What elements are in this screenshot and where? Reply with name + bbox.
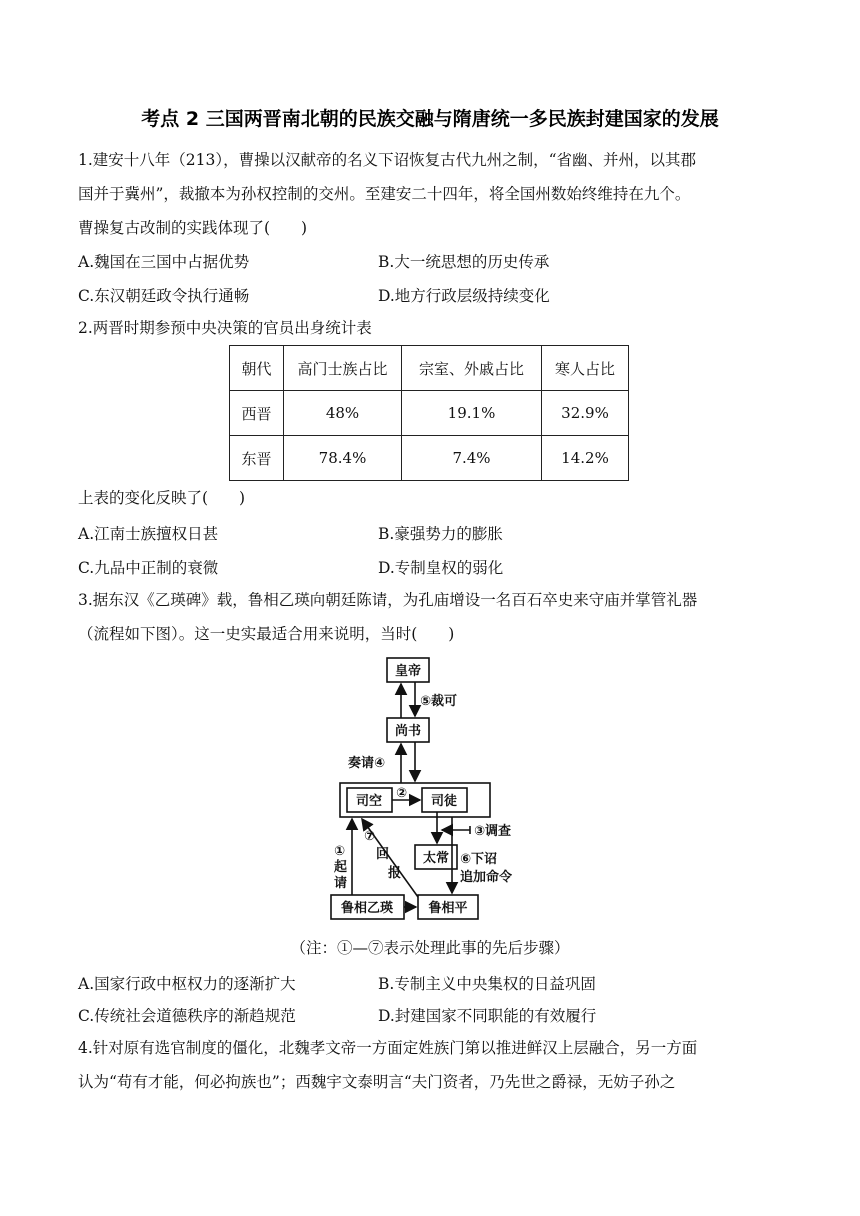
step7-char-b: 报 — [388, 866, 402, 881]
q1-line-3: 曹操复古改制的实践体现了( ) — [78, 219, 308, 237]
shangshu-label: 尚书 — [394, 724, 422, 739]
step2-label: ② — [396, 786, 408, 801]
step4-label: 奏请④ — [348, 756, 386, 771]
q3-option-b[interactable]: B.专制主义中央集权的日益巩固 — [378, 975, 596, 993]
table-cell: 48% — [284, 391, 402, 436]
q2-stem: 2.两晋时期参预中央决策的官员出身统计表 — [78, 319, 372, 337]
table-header: 寒人占比 — [542, 346, 629, 391]
step6-label-b: 追加命令 — [460, 870, 513, 885]
page-title: 考点 2 三国两晋南北朝的民族交融与隋唐统一多民族封建国家的发展 — [141, 108, 719, 130]
table-cell: 78.4% — [284, 436, 402, 481]
step3-label: ③调查 — [474, 824, 512, 839]
table-cell: 32.9% — [542, 391, 629, 436]
q1-line-1: 1.建安十八年（213），曹操以汉献帝的名义下诏恢复古代九州之制，“省幽、并州，以其郡 — [78, 151, 697, 169]
luxiang-yiying-label: 鲁相乙瑛 — [340, 901, 394, 916]
table-header: 朝代 — [230, 346, 284, 391]
step6-label-a: ⑥下诏 — [460, 852, 498, 867]
step1-number: ① — [334, 844, 346, 859]
table-header: 宗室、外戚占比 — [402, 346, 542, 391]
q2-option-a[interactable]: A.江南士族擅权日甚 — [78, 525, 219, 543]
q1-option-d[interactable]: D.地方行政层级持续变化 — [378, 287, 550, 305]
diagram-note: （注：①—⑦表示处理此事的先后步骤） — [290, 939, 570, 957]
table-header: 高门士族占比 — [284, 346, 402, 391]
table-cell: 西晋 — [230, 391, 284, 436]
table-header-row — [230, 346, 629, 391]
q3-line-1: 3.据东汉《乙瑛碑》载，鲁相乙瑛向朝廷陈请，为孔庙增设一名百石卒史来守庙并掌管礼器 — [78, 591, 698, 609]
q3-option-d[interactable]: D.封建国家不同职能的有效履行 — [378, 1007, 597, 1025]
q1-option-b[interactable]: B.大一统思想的历史传承 — [378, 253, 550, 271]
step1-char-b: 请 — [334, 876, 348, 891]
q4-line-2: 认为“苟有才能，何必拘族也”；西魏宇文泰明言“夫门资者，乃先世之爵禄，无妨子孙之 — [78, 1073, 676, 1091]
step7-number: ⑦ — [364, 829, 376, 844]
q3-line-2: （流程如下图）。这一史实最适合用来说明，当时( ) — [78, 625, 455, 643]
step7-char-a: 回 — [376, 847, 390, 862]
q2-option-c[interactable]: C.九品中正制的衰微 — [78, 559, 219, 577]
table-cell: 19.1% — [402, 391, 542, 436]
q3-option-c[interactable]: C.传统社会道德秩序的渐趋规范 — [78, 1007, 296, 1025]
q4-line-1: 4.针对原有选官制度的僵化，北魏孝文帝一方面定姓族门第以推进鲜汉上层融合，另一方面 — [78, 1039, 698, 1057]
process-flow-diagram — [300, 655, 560, 925]
q1-option-a[interactable]: A.魏国在三国中占据优势 — [78, 253, 250, 271]
step1-char-a: 起 — [334, 860, 348, 875]
q1-option-c[interactable]: C.东汉朝廷政令执行通畅 — [78, 287, 250, 305]
table-cell: 7.4% — [402, 436, 542, 481]
step5-label: ⑤裁可 — [420, 694, 458, 709]
situ-label: 司徒 — [430, 794, 458, 809]
q3-option-a[interactable]: A.国家行政中枢权力的逐渐扩大 — [78, 975, 296, 993]
q2-option-d[interactable]: D.专制皇权的弱化 — [378, 559, 504, 577]
table-cell: 14.2% — [542, 436, 629, 481]
q1-line-2: 国并于冀州”，裁撤本为孙权控制的交州。至建安二十四年，将全国州数始终维持在九个。 — [78, 185, 691, 203]
table-row — [230, 391, 629, 436]
taichang-label: 太常 — [422, 851, 450, 866]
emperor-label: 皇帝 — [394, 664, 422, 679]
q2-after-text: 上表的变化反映了( ) — [78, 489, 246, 507]
q2-option-b[interactable]: B.豪强势力的膨胀 — [378, 525, 503, 543]
stats-table — [229, 345, 629, 481]
table-row — [230, 436, 629, 481]
table-cell: 东晋 — [230, 436, 284, 481]
sikong-label: 司空 — [355, 794, 383, 809]
luxiang-ping-label: 鲁相平 — [428, 901, 468, 916]
